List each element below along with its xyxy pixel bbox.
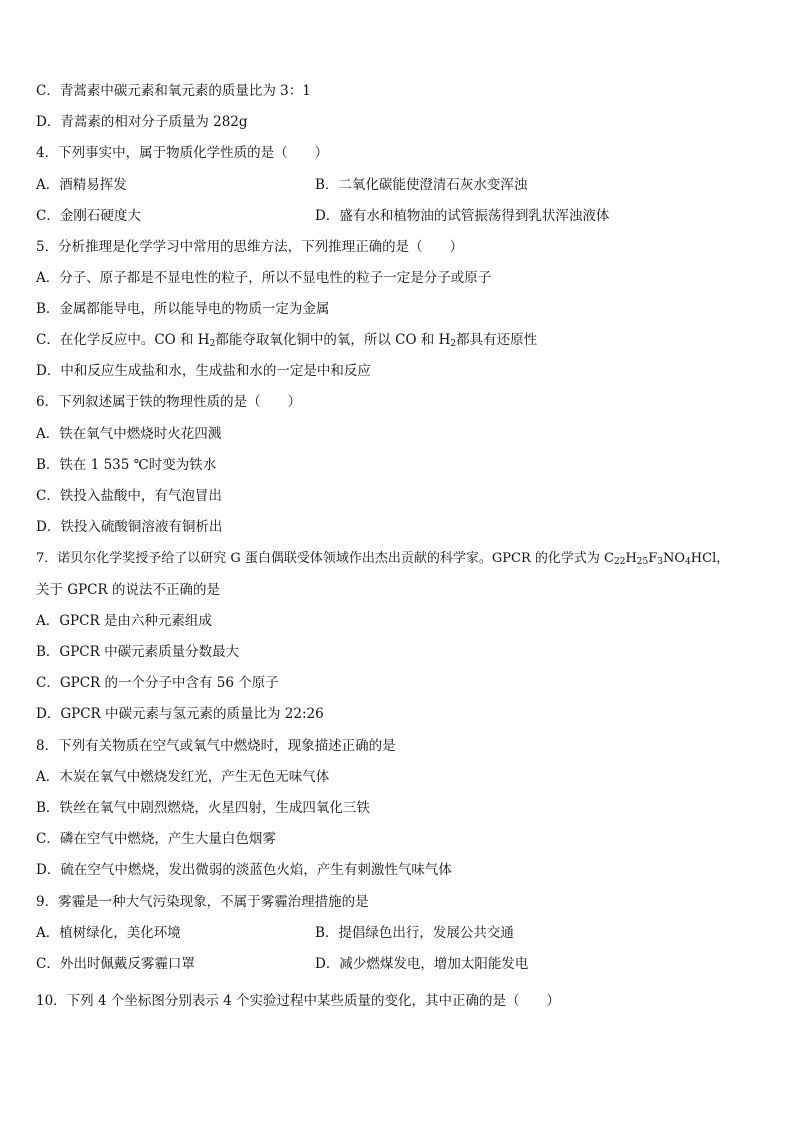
- q7-option-d: D．GPCR 中碳元素与氢元素的质量比为 22:26: [36, 706, 324, 722]
- q8-option-d: D．硫在空气中燃烧，发出微弱的淡蓝色火焰，产生有刺激性气味气体: [36, 862, 452, 878]
- q7-text-1: 7．诺贝尔化学奖授予给了以研究 G 蛋白偶联受体领域作出杰出贡献的科学家。GPCR 的化学式为 C: [36, 551, 614, 566]
- q8-option-b: B．铁丝在氧气中剧烈燃烧，火星四射，生成四氧化三铁: [36, 800, 370, 816]
- q6-option-b: B．铁在 1 535 ℃时变为铁水: [36, 457, 217, 473]
- q6-option-a: A．铁在氧气中燃烧时火花四溅: [36, 426, 222, 442]
- q5-option-a: A．分子、原子都是不显电性的粒子，所以不显电性的粒子一定是分子或原子: [36, 270, 492, 286]
- question-4: 4．下列事实中，属于物质化学性质的是（ ）: [36, 145, 329, 161]
- q7-text-5: HCl，: [690, 551, 730, 566]
- q5-option-d: D．中和反应生成盐和水，生成盐和水的一定是中和反应: [36, 363, 371, 379]
- q4-option-a: A．酒精易挥发: [36, 177, 127, 193]
- q7-sub-1: 22: [614, 557, 626, 567]
- question-9: 9．雾霾是一种大气污染现象，不属于雾霾治理措施的是: [36, 894, 369, 910]
- q7-option-b: B．GPCR 中碳元素质量分数最大: [36, 644, 240, 660]
- q7-sub-4: 4: [685, 557, 691, 567]
- q5c-text-3: 都具有还原性: [456, 332, 538, 348]
- question-8: 8．下列有关物质在空气或氧气中燃烧时，现象描述正确的是: [36, 738, 396, 754]
- q5c-sub-1: 2: [209, 339, 216, 349]
- q9-option-c: C．外出时佩戴反雾霾口罩: [36, 956, 195, 972]
- q8-option-a: A．木炭在氧气中燃烧发红光，产生无色无味气体: [36, 769, 330, 785]
- question-5: 5．分析推理是化学学习中常用的思维方法，下列推理正确的是（ ）: [36, 239, 464, 255]
- q9-option-a: A．植树绿化，美化环境: [36, 925, 181, 941]
- question-7-cont: 关于 GPCR 的说法不正确的是: [36, 582, 220, 598]
- q4-option-d: D．盛有水和植物油的试管振荡得到乳状浑浊液体: [315, 208, 610, 224]
- q4-option-b: B．二氧化碳能使澄清石灰水变浑浊: [315, 177, 528, 193]
- q7-sub-2: 25: [636, 557, 649, 567]
- q7-text-4: NO: [663, 551, 686, 566]
- q7-option-c: C．GPCR 的一个分子中含有 56 个原子: [36, 675, 279, 691]
- q3-option-c: C．青蒿素中碳元素和氧元素的质量比为 3：1: [36, 83, 311, 99]
- q5c-text-1: C．在化学反应中。CO 和 H: [36, 332, 210, 348]
- q7-text-3: F: [648, 551, 658, 566]
- q7-option-a: A．GPCR 是由六种元素组成: [36, 613, 212, 629]
- question-7: [36, 550, 729, 568]
- q6-option-c: C．铁投入盐酸中，有气泡冒出: [36, 488, 222, 504]
- q3-option-d: D．青蒿素的相对分子质量为 282g: [36, 114, 248, 130]
- q5c-text-2: 都能夺取氧化铜中的氧，所以 CO 和 H: [215, 332, 451, 348]
- question-6: 6．下列叙述属于铁的物理性质的是（ ）: [36, 394, 302, 410]
- q4-option-c: C．金刚石硬度大: [36, 208, 141, 224]
- q6-option-d: D．铁投入硫酸铜溶液有铜析出: [36, 519, 223, 535]
- q5-option-c: [36, 331, 537, 349]
- q9-option-b: B．提倡绿色出行，发展公共交通: [315, 925, 514, 941]
- question-10: 10．下列 4 个坐标图分别表示 4 个实验过程中某些质量的变化，其中正确的是（ ）: [36, 993, 561, 1009]
- q7-text-2: H: [625, 551, 637, 566]
- q5c-sub-2: 2: [450, 339, 457, 349]
- q5-option-b: B．金属都能导电，所以能导电的物质一定为金属: [36, 301, 330, 317]
- q9-option-d: D．减少燃煤发电，增加太阳能发电: [315, 956, 529, 972]
- q8-option-c: C．磷在空气中燃烧，产生大量白色烟雾: [36, 831, 276, 847]
- q7-sub-3: 3: [657, 557, 664, 567]
